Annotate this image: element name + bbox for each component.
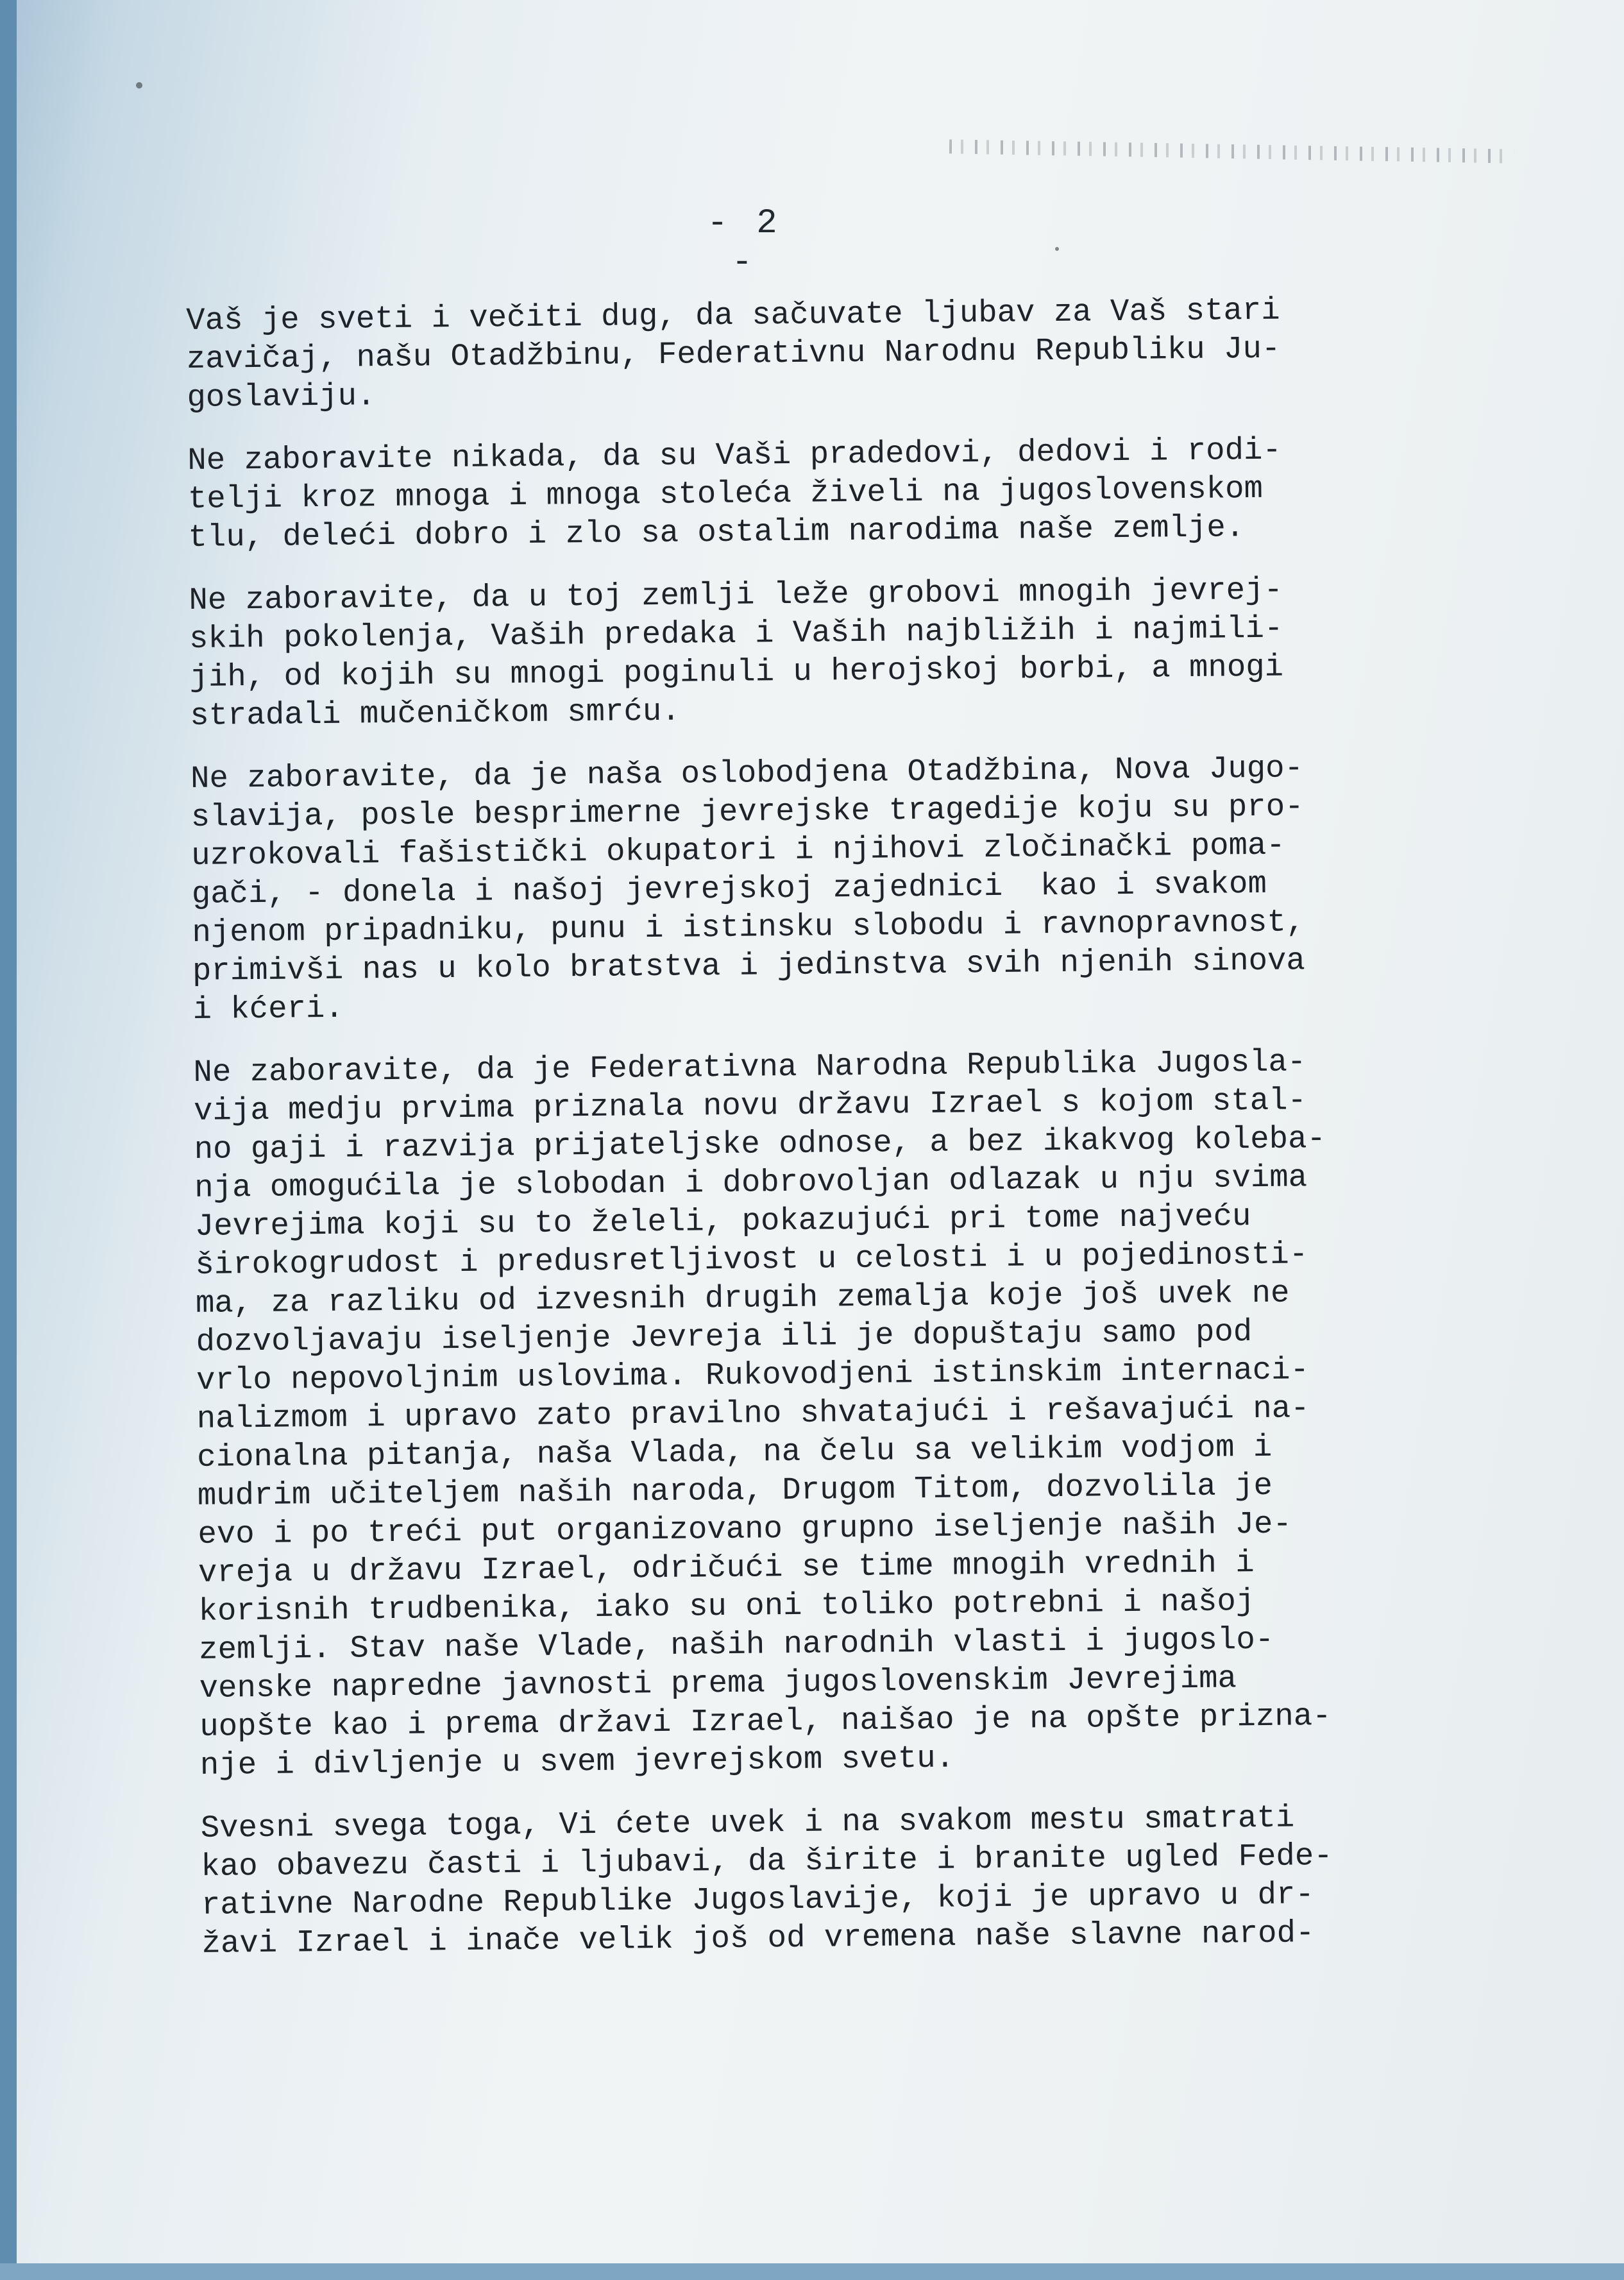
text-line: gači, - donela i našoj jevrejskoj zajednici kao i svakom [191, 865, 1267, 912]
text-line: žavi Izrael i inače velik još od vremena naše slavne narod- [201, 1915, 1315, 1962]
scan-edge-bottom [0, 2263, 1624, 2280]
text-line: zemlji. Stav naše Vlade, naših narodnih vlasti i jugoslo- [198, 1621, 1274, 1668]
text-line: goslaviju. [187, 378, 376, 416]
paragraph-3 [189, 570, 1408, 735]
text-line: no gaji i razvija prijateljske odnose, a bez ikakvog koleba- [194, 1121, 1326, 1168]
paragraph-4 [190, 748, 1412, 1029]
text-line: zavičaj, našu Otadžbinu, Federativnu Narodnu Republiku Ju- [186, 330, 1281, 377]
text-line: telji kroz mnoga i mnoga stoleća živeli na jugoslovenskom [187, 470, 1264, 517]
text-line: Ne zaboravite, da je Federativna Narodna Republika Jugosla- [193, 1044, 1307, 1091]
text-line: slavija, posle besprimerne jevrejske tragedije koju su pro- [190, 788, 1304, 835]
page-number: - 2 - [707, 204, 781, 282]
text-line: venske napredne javnosti prema jugoslovenskim Jevrejima [199, 1660, 1237, 1706]
text-line: vija medju prvima priznala novu državu Izrael s kojom stal- [193, 1082, 1307, 1129]
text-line: uzrokovali fašistički okupatori i njihovi zločinački poma- [191, 827, 1285, 874]
text-line: kao obavezu časti i ljubavi, da širite i branite ugled Fede- [201, 1837, 1333, 1885]
paragraph-5 [193, 1042, 1419, 1785]
document-body [186, 290, 1421, 1987]
text-line: nja omogućila je slobodan i dobrovoljan odlazak u nju svima [194, 1159, 1308, 1206]
text-line: Svesni svega toga, Vi ćete uvek i na svakom mestu smatrati [200, 1799, 1295, 1846]
text-line: dozvoljavaju iseljenje Jevreja ili je dopuštaju samo pod [196, 1314, 1253, 1360]
text-line: i kćeri. [192, 990, 344, 1028]
text-line: Ne zaboravite, da je naša oslobodjena Otadžbina, Nova Jugo- [190, 750, 1304, 797]
text-line: korisnih trudbenika, iako su oni toliko potrebni i našoj [198, 1583, 1255, 1629]
text-line: uopšte kao i prema državi Izrael, naišao je na opšte prizna- [199, 1697, 1332, 1745]
text-line: jih, od kojih su mnogi poginuli u herojskoj borbi, a mnogi [189, 649, 1284, 695]
scan-edge-left [0, 0, 17, 2280]
text-line: vreja u državu Izrael, odričući se time mnogih vrednih i [198, 1545, 1255, 1591]
paragraph-6 [201, 1798, 1421, 1963]
text-line: vrlo nepovoljnim uslovima. Rukovodjeni istinskim internaci- [196, 1352, 1310, 1399]
text-line: njenom pripadniku, punu i istinsku slobodu i ravnopravnost, [192, 904, 1305, 951]
text-line: rativne Narodne Republike Jugoslavije, koji je upravo u dr- [201, 1876, 1315, 1923]
text-line: nalizmom i upravo zato pravilno shvatajući i rešavajući na- [196, 1390, 1310, 1437]
text-line: mudrim učiteljem naših naroda, Drugom Titom, dozvolila je [197, 1467, 1273, 1514]
paragraph-1 [186, 290, 1406, 417]
scan-artifact-top [949, 139, 1514, 163]
paragraph-2 [187, 430, 1407, 557]
text-line: nje i divljenje u svem jevrejskom svetu. [199, 1740, 955, 1783]
text-line: cionalna pitanja, naša Vlada, na čelu sa velikim vodjom i [197, 1429, 1273, 1476]
scan-speck [136, 82, 142, 89]
text-line: skih pokolenja, Vaših predaka i Vaših najbližih i najmili- [189, 610, 1283, 657]
text-line: ma, za razliku od izvesnih drugih zemalja koje još uvek ne [195, 1275, 1290, 1322]
text-line: Vaš je sveti i večiti dug, da sačuvate ljubav za Vaš stari [186, 292, 1280, 339]
text-line: širokogrudost i predusretljivost u celosti i u pojedinosti- [195, 1236, 1308, 1283]
scan-speck [1055, 247, 1059, 251]
text-line: tlu, deleći dobro i zlo sa ostalim narodima naše zemlje. [188, 509, 1245, 556]
text-line: Ne zaboravite, da u toj zemlji leže grobovi mnogih jevrej- [189, 572, 1283, 618]
text-line: Jevrejima koji su to želeli, pokazujući pri tome najveću [194, 1198, 1251, 1245]
text-line: primivši nas u kolo bratstva i jedinstva svih njenih sinova [192, 942, 1306, 989]
text-line: stradali mučeničkom smrću. [189, 693, 681, 734]
text-line: evo i po treći put organizovano grupno iseljenje naših Je- [198, 1506, 1292, 1553]
text-line: Ne zaboravite nikada, da su Vaši pradedovi, dedovi i rodi- [187, 432, 1282, 479]
